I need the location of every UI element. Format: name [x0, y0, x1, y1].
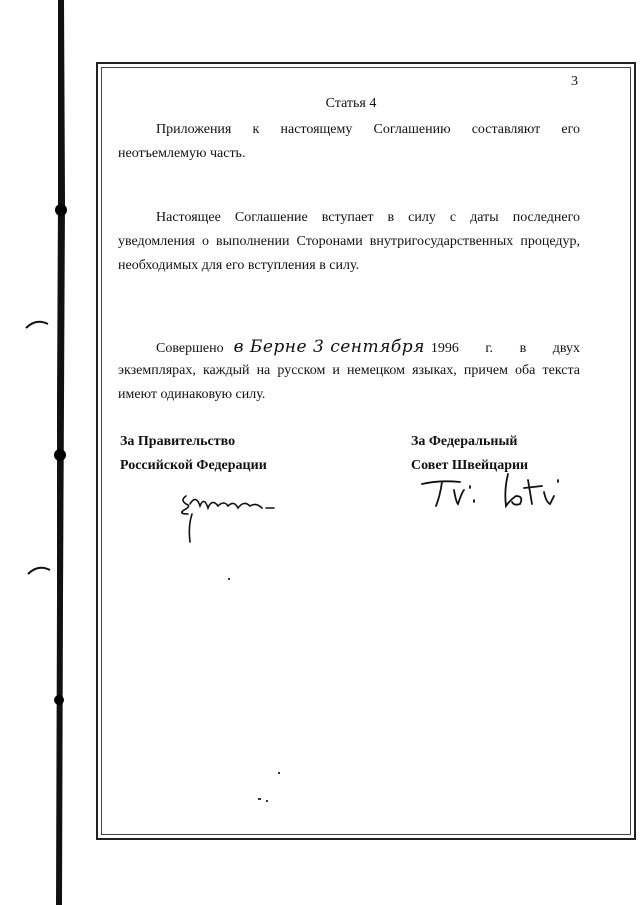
year-suffix: г.: [485, 341, 494, 356]
binding-edge-shadow: [44, 0, 74, 905]
scan-speck: [266, 800, 268, 802]
handwritten-place-date: в Берне 3 сентября: [233, 337, 425, 357]
signature-block-russia: [120, 430, 267, 478]
paragraph-entry-into-force-text: Настоящее Соглашение вступает в силу с даты последнего уведомления о выполнении Сторонами внутригосударственных процедур, необходимых для его вступления в силу.: [118, 210, 580, 273]
paragraph-annexes-text: Приложения к настоящему Соглашению составляют его неотъемлемую часть.: [118, 122, 580, 161]
signature-switzerland-line2: Совет Швейцарии: [411, 458, 529, 473]
signature-switzerland-line1: За Федеральный: [411, 434, 518, 449]
article-title: Статья 4: [325, 96, 377, 111]
signature-russia-line2: Российской Федерации: [120, 458, 267, 473]
signature-russia-scribble: [178, 486, 288, 546]
in-word: в: [519, 341, 527, 356]
signature-switzerland-scribble: [420, 466, 580, 516]
paragraph-annexes: [118, 118, 580, 166]
scan-speck: [258, 798, 261, 800]
page-number: 3: [571, 74, 578, 89]
year-value: 1996: [430, 341, 459, 356]
done-at-label: Совершено: [156, 341, 224, 356]
scan-speck: [278, 772, 280, 774]
paragraph-done-at-rest: экземплярах, каждый на русском и немецком языках, причем оба текста имеют одинаковую силу.: [118, 363, 580, 402]
binding-mark-2: [26, 564, 52, 578]
paragraph-done-at: [118, 335, 580, 407]
binding-mark-1: [24, 318, 50, 332]
paragraph-entry-into-force: [118, 206, 580, 278]
two-word: двух: [552, 341, 580, 356]
signature-russia-line1: За Правительство: [120, 434, 236, 449]
scan-speck: [228, 578, 230, 580]
